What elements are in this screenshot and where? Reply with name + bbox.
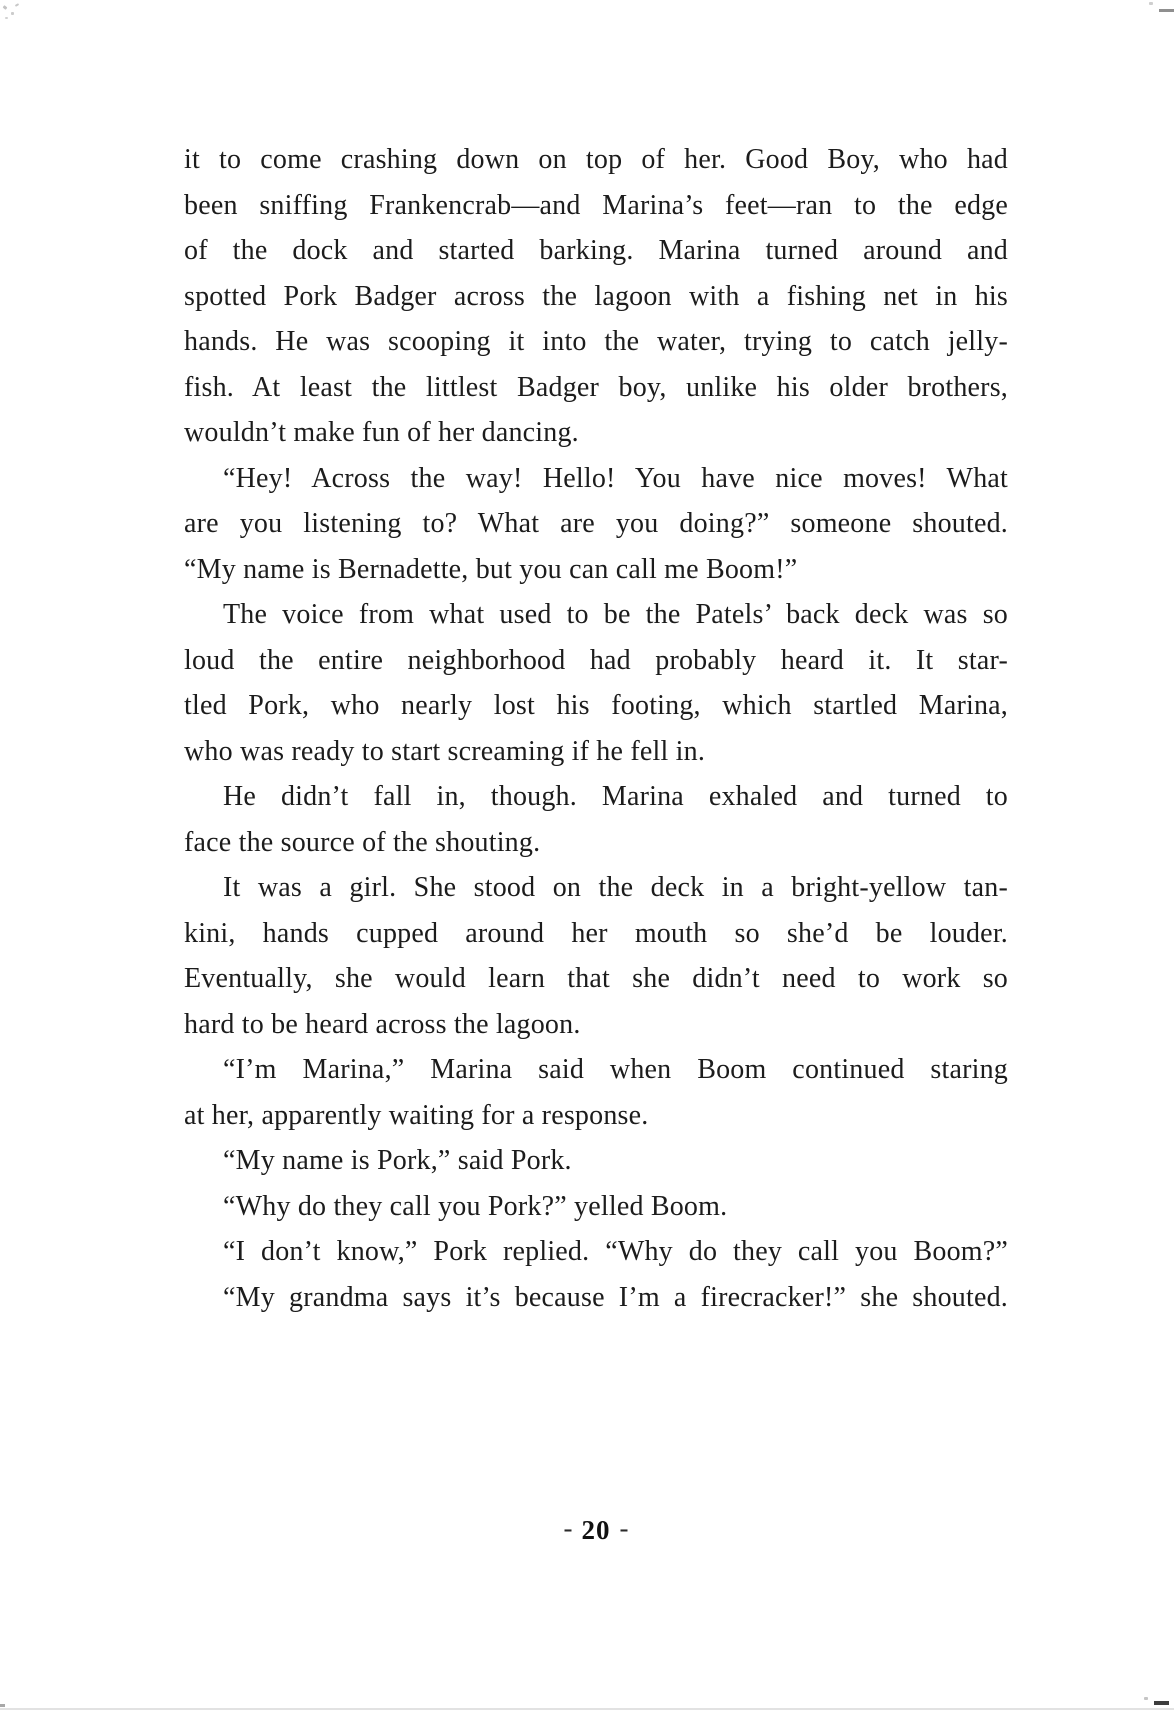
page-number: 20 bbox=[581, 1515, 611, 1545]
text-line: wouldn’t make fun of her dancing. bbox=[184, 417, 579, 448]
text-line: of the dock and started barking. Marina turned around and bbox=[184, 235, 1008, 266]
text-line: face the source of the shouting. bbox=[184, 826, 541, 858]
text-line: He didn’t fall in, though. Marina exhaled and turned to bbox=[223, 781, 1008, 812]
scan-artifact-bottom-edge-line bbox=[0, 1708, 1174, 1710]
text-line: “Why do they call you Pork?” yelled Boom. bbox=[223, 1190, 728, 1222]
text-line: it to come crashing down on top of her. Good Boy, who had bbox=[184, 144, 1008, 175]
footer-dash-left: - bbox=[563, 1513, 573, 1543]
text-line: “I don’t know,” Pork replied. “Why do they call you Boom?” bbox=[223, 1236, 1008, 1267]
text-line: Eventually, she would learn that she didn’t need to work so bbox=[184, 963, 1008, 994]
text-line: fish. At least the littlest Badger boy, unlike his older brothers, bbox=[184, 371, 1008, 403]
text-line: “My name is Pork,” said Pork. bbox=[223, 1145, 572, 1176]
footer-dash-right: - bbox=[619, 1513, 629, 1543]
text-line: been sniffing Frankencrab—and Marina’s feet—ran to the edge bbox=[184, 189, 1008, 221]
scan-artifact-top-left-speck-2 bbox=[11, 12, 14, 15]
scan-artifact-top-right-dash bbox=[1159, 9, 1174, 12]
text-line: “Hey! Across the way! Hello! You have nice moves! What bbox=[223, 462, 1008, 494]
scan-artifact-top-left-speck-4 bbox=[5, 17, 8, 19]
scan-artifact-top-right-speck bbox=[1149, 2, 1153, 5]
text-line: tled Pork, who nearly lost his footing, which startled Marina, bbox=[184, 690, 1008, 721]
scan-artifact-top-left-speck-3 bbox=[15, 3, 19, 7]
text-line: who was ready to start screaming if he fell in. bbox=[184, 735, 706, 767]
text-line: It was a girl. She stood on the deck in a bright-yellow tan- bbox=[223, 872, 1008, 903]
text-line: are you listening to? What are you doing?” someone shouted. bbox=[184, 508, 1008, 539]
text-line: “My grandma says it’s because I’m a firecracker!” she shouted. bbox=[223, 1281, 1008, 1313]
text-line: The voice from what used to be the Patels’ back deck was so bbox=[223, 599, 1008, 630]
scan-artifact-bottom-right-dash bbox=[1154, 1701, 1169, 1705]
text-line: “My name is Bernadette, but you can call me Boom!” bbox=[184, 553, 798, 585]
text-line: “I’m Marina,” Marina said when Boom continued staring bbox=[223, 1054, 1008, 1085]
text-line: at her, apparently waiting for a response. bbox=[184, 1099, 649, 1131]
text-line: hands. He was scooping it into the water, trying to catch jelly- bbox=[184, 326, 1008, 357]
scan-artifact-top-left-speck-1 bbox=[3, 5, 8, 10]
scan-artifact-bottom-right-speck bbox=[1144, 1697, 1148, 1700]
text-line: spotted Pork Badger across the lagoon with a fishing net in his bbox=[184, 280, 1008, 312]
page-footer bbox=[184, 1512, 1008, 1548]
page-text-block bbox=[184, 137, 1008, 1320]
text-line: hard to be heard across the lagoon. bbox=[184, 1008, 581, 1040]
scan-artifact-bottom-left-mark bbox=[0, 1704, 5, 1707]
text-line: kini, hands cupped around her mouth so she’d be louder. bbox=[184, 917, 1008, 949]
text-line: loud the entire neighborhood had probably heard it. It star- bbox=[184, 644, 1008, 676]
